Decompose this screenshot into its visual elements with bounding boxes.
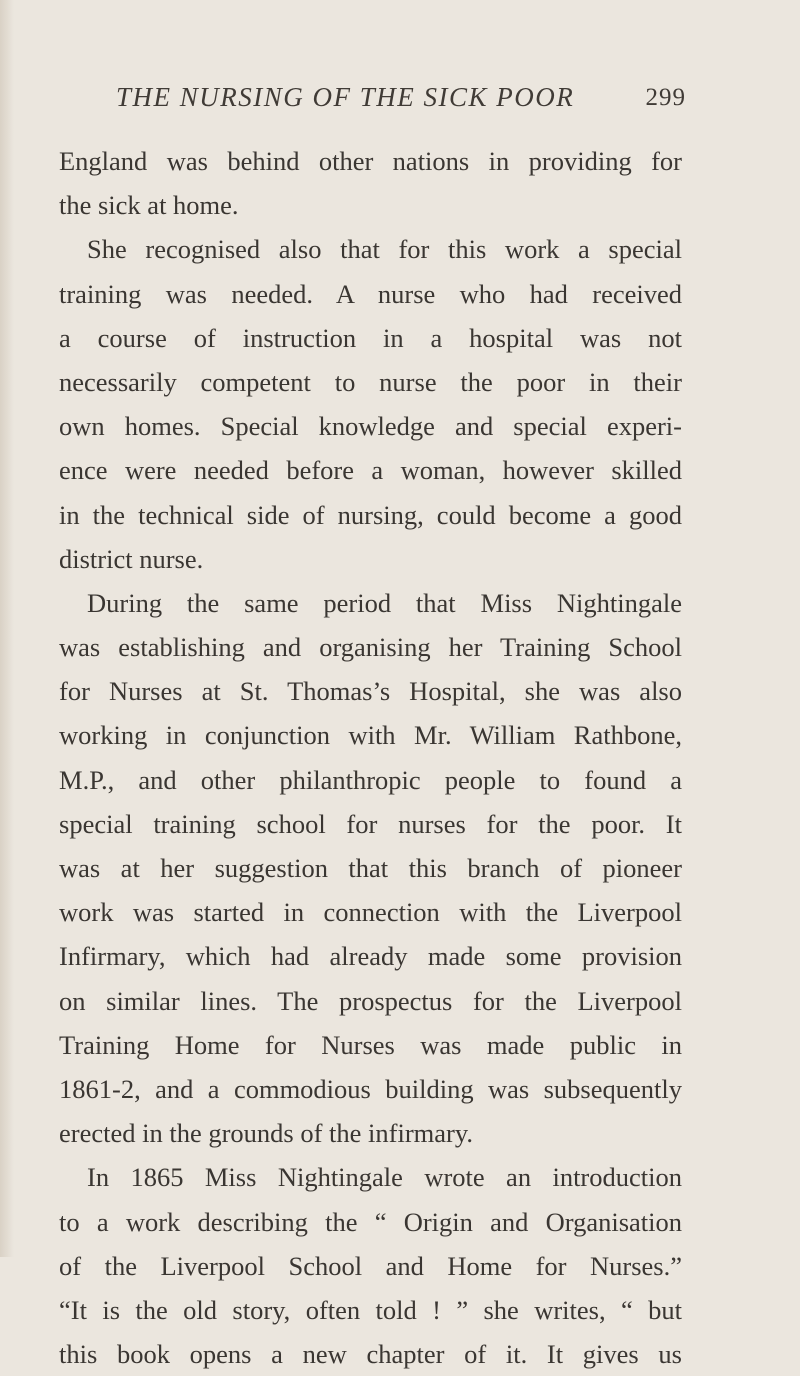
running-title: THE NURSING OF THE SICK POOR [116,82,575,112]
text-line: the sick at home. [59,190,239,221]
text-line: She recognised also that for this work a special [87,234,682,265]
text-line: ence were needed before a woman, however skilled [59,455,682,486]
text-line: own homes. Special knowledge and special experi- [59,411,682,442]
text-line: M.P., and other philanthropic people to found a [59,764,682,795]
text-line: erected in the grounds of the infirmary. [59,1118,474,1149]
text-line: a course of instruction in a hospital was not [59,322,682,353]
text-line: district nurse. [59,543,204,574]
text-line: training was needed. A nurse who had received [59,278,682,309]
text-line: of the Liverpool School and Home for Nurses.” [59,1250,682,1281]
text-line: 1861-2, and a commodious building was subsequently [59,1073,682,1104]
running-head [116,82,686,122]
text-line: special training school for nurses for the poor. It [59,808,682,839]
text-line: working in conjunction with Mr. William Rathbone, [59,720,682,751]
text-line: “It is the old story, often told ! ” she writes, “ but [59,1294,682,1325]
text-line: work was started in connection with the Liverpool [59,897,682,928]
text-line: was at her suggestion that this branch of pioneer [59,853,682,883]
text-line: In 1865 Miss Nightingale wrote an introduction [87,1162,682,1193]
text-line: England was behind other nations in providing for [59,146,682,176]
text-line: in the technical side of nursing, could become a good [59,499,682,530]
text-line: for Nurses at St. Thomas’s Hospital, she was also [59,676,682,707]
text-line: Training Home for Nurses was made public in [59,1029,682,1060]
text-line: was establishing and organising her Training School [59,632,682,663]
text-line: During the same period that Miss Nightingale [87,587,682,618]
text-line: to a work describing the “ Origin and Organisation [59,1206,682,1237]
text-line: necessarily competent to nurse the poor in their [59,366,682,397]
text-line: Infirmary, which had already made some provision [59,941,682,972]
text-line: on similar lines. The prospectus for the Liverpool [59,985,682,1016]
text-line: this book opens a new chapter of it. It gives us [59,1339,682,1370]
page-edge-shadow [0,0,14,1257]
body-text [59,139,682,1376]
page-number: 299 [645,84,686,111]
